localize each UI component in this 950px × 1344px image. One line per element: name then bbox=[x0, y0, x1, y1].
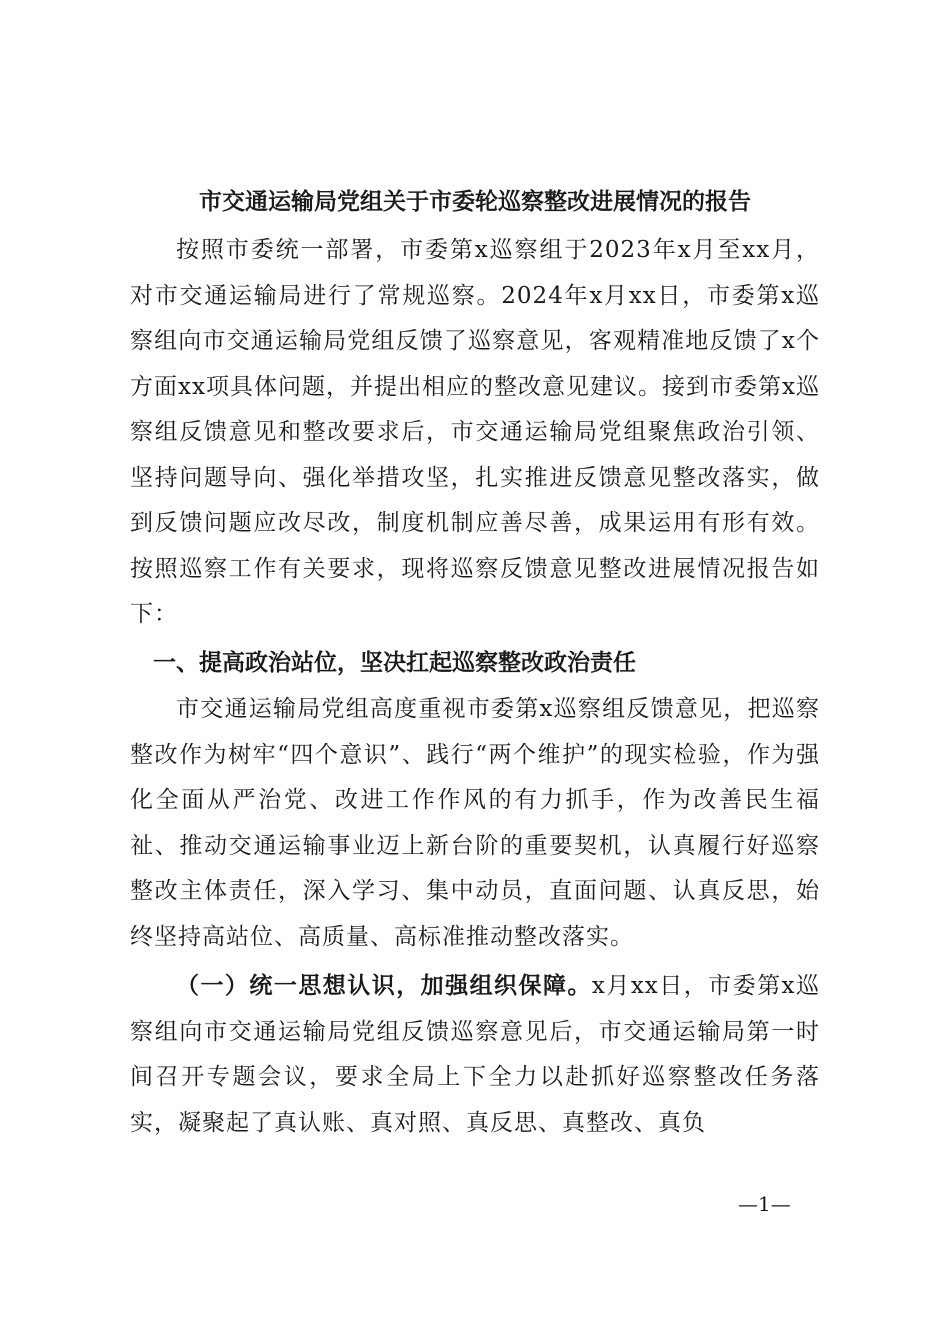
subsection-body: x月xx日，市委第x巡察组向市交通运输局党组反馈巡察意见后，市交通运输局第一时间召开专题会议，要求全局上下全力以赴抓好巡察整改任务落实，凝聚起了真认账、真对照、真反思、真整改、真负 bbox=[130, 973, 820, 1136]
subsection-lead: （一）统一思想认识，加强组织保障。 bbox=[176, 972, 592, 999]
section-heading-1: 一、提高政治站位，坚决扛起巡察整改政治责任 bbox=[153, 650, 636, 676]
document-title: 市交通运输局党组关于市委轮巡察整改进展情况的报告 bbox=[199, 188, 751, 215]
page-number: —1— bbox=[738, 1192, 791, 1216]
paragraph-subsection-1 bbox=[130, 963, 820, 1146]
paragraph-intro: 按照市委统一部署，市委第x巡察组于2023年x月至xx月，对市交通运输局进行了常规巡察。2024年x月xx日，市委第x巡察组向市交通运输局党组反馈了巡察意见，客观精准地反馈了x个方面xx项具体问题，并提出相应的整改意见建议。接到市委第x巡察组反馈意见和整改要求后，市交通运输局党组聚焦政治引领、坚持问题导向、强化举措攻坚，扎实推进反馈意见整改落实，做到反馈问题应改尽改，制度机制应善尽善，成果运用有形有效。按照巡察工作有关要求，现将巡察反馈意见整改进展情况报告如下： bbox=[130, 237, 820, 627]
paragraph-section-1: 市交通运输局党组高度重视市委第x巡察组反馈意见，把巡察整改作为树牢“四个意识”、践行“两个维护”的现实检验，作为强化全面从严治党、改进工作作风的有力抓手，作为改善民生福祉、推动交通运输事业迈上新台阶的重要契机，认真履行好巡察整改主体责任，深入学习、集中动员，直面问题、认真反思，始终坚持高站位、高质量、高标准推动整改落实。 bbox=[130, 696, 820, 950]
